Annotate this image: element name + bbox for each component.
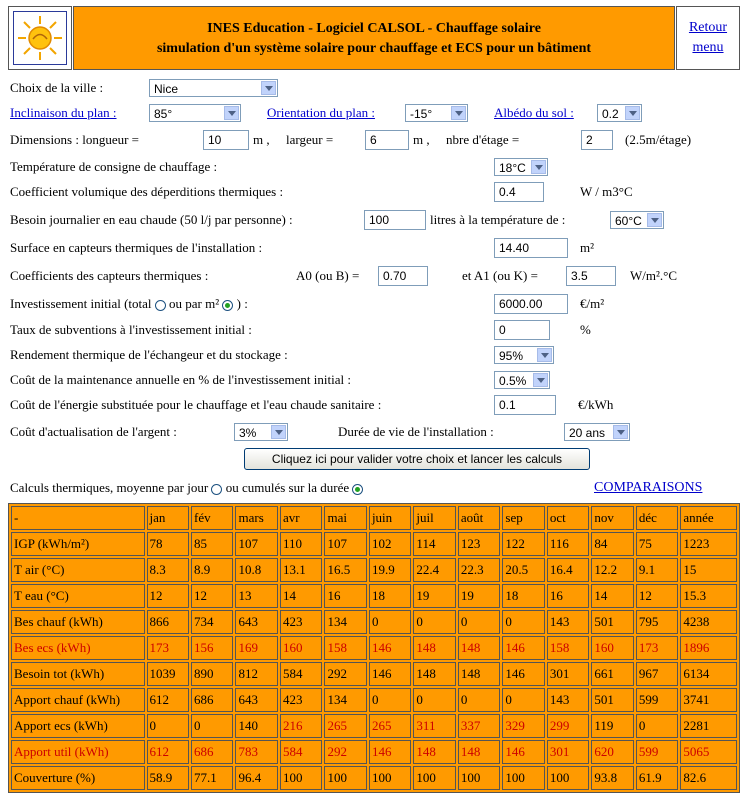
table-header-cell: août [458,506,500,530]
chevron-down-icon [261,81,276,95]
table-cell: 160 [280,636,322,660]
chevron-down-icon [647,213,662,227]
table-header-cell: nov [591,506,633,530]
table-cell: 16.4 [547,558,589,582]
table-cell: 123 [458,532,500,556]
consigne-select[interactable] [494,158,548,176]
table-cell: 100 [502,766,544,790]
table-cell: 96.4 [235,766,277,790]
energie-input[interactable]: 0.1 [494,395,556,415]
albedo-value: 0.2 [602,107,619,121]
table-cell: 967 [636,662,678,686]
table-header-cell: avr [280,506,322,530]
calc-moyenne-radio[interactable] [211,484,222,495]
maint-label: Coût de la maintenance annuelle en % de l'investissement initial : [10,372,351,387]
surface-input[interactable]: 14.40 [494,238,568,258]
table-cell: 114 [413,532,455,556]
table-row [11,610,737,634]
actu-label: Coût d'actualisation de l'argent : [10,424,177,439]
table-row [11,766,737,790]
table-cell: 84 [591,532,633,556]
table-cell: 15.3 [680,584,737,608]
title-line-2: simulation d'un système solaire pour chauffage et ECS pour un bâtiment [156,41,592,56]
inclinaison-link[interactable]: Inclinaison du plan : [10,105,117,120]
table-cell: 643 [235,610,277,634]
etage-unit: (2.5m/étage) [625,132,692,147]
table-cell: 148 [413,740,455,764]
table-cell: 10.8 [235,558,277,582]
table-cell: 146 [369,636,411,660]
duree-value: 20 ans [569,426,606,440]
table-row-label: Apport ecs (kWh) [11,714,145,738]
subv-input[interactable]: 0 [494,320,550,340]
invest-m2-radio[interactable] [222,300,233,311]
table-cell: 783 [235,740,277,764]
a1-label: et A1 (ou K) = [462,268,538,283]
etage-label: nbre d'étage = [446,132,520,147]
retour-menu-box [676,6,740,70]
table-cell: 122 [502,532,544,556]
inclinaison-value: 85° [154,107,173,121]
calc-moyenne-label: Calculs thermiques, moyenne par jour [10,480,209,495]
chevron-down-icon [224,106,239,120]
table-cell: 13.1 [280,558,322,582]
etage-input[interactable]: 2 [581,130,613,150]
table-header-cell: jan [147,506,189,530]
energie-unit: €/kWh [578,397,614,412]
results-table [8,503,740,793]
table-cell: 311 [413,714,455,738]
table-cell: 0 [458,688,500,712]
longueur-unit: m , [253,132,270,147]
coef-vol-unit: W / m3°C [580,184,633,199]
table-header-cell: mars [235,506,277,530]
table-header-cell: juil [413,506,455,530]
table-cell: 686 [191,688,233,712]
table-cell: 85 [191,532,233,556]
table-row [11,662,737,686]
table-cell: 14 [591,584,633,608]
table-row-label: T air (°C) [11,558,145,582]
table-cell: 15 [680,558,737,582]
orientation-link[interactable]: Orientation du plan : [267,105,375,120]
table-cell: 265 [324,714,366,738]
table-cell: 100 [547,766,589,790]
largeur-label: largeur = [286,132,334,147]
table-cell: 301 [547,662,589,686]
table-cell: 501 [591,688,633,712]
table-row-label: Bes chauf (kWh) [11,610,145,634]
table-cell: 2281 [680,714,737,738]
table-cell: 16.5 [324,558,366,582]
table-cell: 612 [147,688,189,712]
table-cell: 0 [369,610,411,634]
ville-label: Choix de la ville : [10,80,104,95]
table-cell: 19 [413,584,455,608]
rendement-select[interactable] [494,346,554,364]
table-row [11,532,737,556]
table-cell: 599 [636,740,678,764]
table-cell: 93.8 [591,766,633,790]
table-cell: 299 [547,714,589,738]
table-cell: 148 [458,636,500,660]
table-cell: 75 [636,532,678,556]
table-cell: 12 [636,584,678,608]
table-cell: 812 [235,662,277,686]
table-header-cell: année [680,506,737,530]
table-cell: 14 [280,584,322,608]
table-cell: 643 [235,688,277,712]
table-header-cell: fév [191,506,233,530]
table-cell: 584 [280,740,322,764]
table-cell: 148 [413,636,455,660]
chevron-down-icon [537,348,552,362]
table-cell: 0 [369,688,411,712]
chevron-down-icon [625,106,640,120]
table-cell: 12 [147,584,189,608]
consigne-label: Température de consigne de chauffage : [10,159,218,174]
dimensions-label: Dimensions : longueur = [10,132,140,147]
header [8,6,740,70]
table-cell: 0 [191,714,233,738]
table-cell: 100 [324,766,366,790]
a1-unit: W/m².°C [630,268,678,283]
table-cell: 140 [235,714,277,738]
table-cell: 329 [502,714,544,738]
table-cell: 110 [280,532,322,556]
table-cell: 661 [591,662,633,686]
a0-label: A0 (ou B) = [296,268,360,283]
table-cell: 301 [547,740,589,764]
table-cell: 795 [636,610,678,634]
comparaisons-link[interactable]: COMPARAISONS [594,480,703,495]
invest-label-end: ) : [236,296,248,311]
maint-value: 0.5% [499,374,527,388]
table-cell: 16 [324,584,366,608]
invest-total-radio[interactable] [155,300,166,311]
table-header-cell: oct [547,506,589,530]
table-cell: 292 [324,662,366,686]
chevron-down-icon [533,373,548,387]
table-cell: 160 [591,636,633,660]
table-header-row [11,506,737,530]
table-row-label: IGP (kWh/m²) [11,532,145,556]
chevron-down-icon [271,425,286,439]
table-cell: 1223 [680,532,737,556]
table-cell: 116 [547,532,589,556]
longueur-input[interactable]: 10 [203,130,249,150]
title-line-1: INES Education - Logiciel CALSOL - Chauffage solaire [207,21,541,36]
invest-label-total: Investissement initial (total [10,296,152,311]
table-cell: 58.9 [147,766,189,790]
table-cell: 143 [547,688,589,712]
chevron-down-icon [613,425,628,439]
table-row [11,688,737,712]
table-row-label: Bes ecs (kWh) [11,636,145,660]
table-row [11,740,737,764]
table-cell: 78 [147,532,189,556]
coef-vol-label: Coefficient volumique des déperditions thermiques : [10,184,284,199]
table-cell: 173 [147,636,189,660]
table-row [11,636,737,660]
table-cell: 19.9 [369,558,411,582]
table-cell: 77.1 [191,766,233,790]
table-row-label: Apport chauf (kWh) [11,688,145,712]
besoin-temp-value: 60°C [615,214,642,228]
ville-select[interactable] [149,79,278,97]
sun-logo-icon [13,11,67,65]
table-cell: 146 [502,740,544,764]
table-cell: 134 [324,688,366,712]
logo [8,6,72,70]
table-row-label: Couverture (%) [11,766,145,790]
table-cell: 134 [324,610,366,634]
table-cell: 158 [324,636,366,660]
table-cell: 100 [280,766,322,790]
table-cell: 146 [502,662,544,686]
table-cell: 119 [591,714,633,738]
table-cell: 292 [324,740,366,764]
table-cell: 0 [502,688,544,712]
table-cell: 1039 [147,662,189,686]
invest-unit: €/m² [580,296,605,311]
table-header-cell: juin [369,506,411,530]
table-cell: 61.9 [636,766,678,790]
a1-input[interactable]: 3.5 [566,266,616,286]
table-cell: 22.3 [458,558,500,582]
table-cell: 265 [369,714,411,738]
besoin-input[interactable]: 100 [364,210,426,230]
table-cell: 337 [458,714,500,738]
subv-label: Taux de subventions à l'investissement initial : [10,322,252,337]
table-cell: 100 [458,766,500,790]
table-row-label: Besoin tot (kWh) [11,662,145,686]
ville-value: Nice [154,82,179,96]
besoin-unit: litres à la température de : [430,212,566,227]
table-row [11,558,737,582]
table-cell: 156 [191,636,233,660]
albedo-link[interactable]: Albédo du sol : [494,105,574,120]
actu-select[interactable] [234,423,288,441]
table-cell: 0 [458,610,500,634]
table-cell: 148 [458,662,500,686]
table-cell: 9.1 [636,558,678,582]
table-cell: 148 [458,740,500,764]
table-cell: 620 [591,740,633,764]
table-cell: 82.6 [680,766,737,790]
table-cell: 20.5 [502,558,544,582]
rendement-value: 95% [499,349,524,363]
table-header-cell: déc [636,506,678,530]
menu-text: menu [692,40,724,55]
chevron-down-icon [531,160,546,174]
coef-vol-input[interactable]: 0.4 [494,182,544,202]
table-cell: 866 [147,610,189,634]
calc-cumul-radio[interactable] [352,484,363,495]
table-cell: 423 [280,610,322,634]
table-cell: 599 [636,688,678,712]
actu-value: 3% [239,426,257,440]
invest-label [10,293,248,315]
table-cell: 4238 [680,610,737,634]
table-cell: 6134 [680,662,737,686]
table-cell: 100 [413,766,455,790]
table-cell: 12.2 [591,558,633,582]
inclinaison-select[interactable] [149,104,241,122]
surface-label: Surface en capteurs thermiques de l'installation : [10,240,263,255]
table-cell: 169 [235,636,277,660]
table-header-cell: sep [502,506,544,530]
besoin-label: Besoin journalier en eau chaude (50 l/j par personne) : [10,212,293,227]
table-row [11,714,737,738]
table-cell: 612 [147,740,189,764]
besoin-temp-select[interactable] [610,211,664,229]
calc-mode-row [10,477,363,499]
consigne-value: 18°C [499,161,526,175]
table-cell: 8.3 [147,558,189,582]
table-cell: 158 [547,636,589,660]
maint-select[interactable] [494,371,550,389]
table-cell: 0 [147,714,189,738]
page-title [73,6,675,70]
table-cell: 22.4 [413,558,455,582]
submit-button[interactable]: Cliquez ici pour valider votre choix et lancer les calculs [244,448,590,470]
retour-text: Retour [688,20,728,35]
energie-label: Coût de l'énergie substituée pour le chauffage et l'eau chaude sanitaire : [10,397,382,412]
table-cell: 584 [280,662,322,686]
table-cell: 8.9 [191,558,233,582]
chevron-down-icon [451,106,466,120]
table-cell: 501 [591,610,633,634]
table-cell: 5065 [680,740,737,764]
surface-unit: m² [580,240,595,255]
table-cell: 0 [413,688,455,712]
table-cell: 146 [369,662,411,686]
table-cell: 216 [280,714,322,738]
table-cell: 12 [191,584,233,608]
table-cell: 146 [502,636,544,660]
invest-input[interactable]: 6000.00 [494,294,568,314]
table-cell: 16 [547,584,589,608]
orientation-select[interactable] [405,104,468,122]
table-cell: 107 [324,532,366,556]
table-cell: 173 [636,636,678,660]
table-row-label: Apport util (kWh) [11,740,145,764]
largeur-input[interactable]: 6 [365,130,409,150]
calc-cumul-label: ou cumulés sur la durée [225,480,350,495]
table-cell: 686 [191,740,233,764]
table-cell: 19 [458,584,500,608]
table-cell: 3741 [680,688,737,712]
duree-label: Durée de vie de l'installation : [338,424,494,439]
duree-select[interactable] [564,423,630,441]
table-cell: 100 [369,766,411,790]
table-cell: 0 [502,610,544,634]
albedo-select[interactable] [597,104,642,122]
table-header-cell: mai [324,506,366,530]
table-cell: 734 [191,610,233,634]
table-row-label: T eau (°C) [11,584,145,608]
orientation-value: -15° [410,107,433,121]
table-cell: 18 [502,584,544,608]
retour-menu-link[interactable] [677,18,739,58]
table-cell: 890 [191,662,233,686]
invest-label-m2: ou par m² [169,296,220,311]
a0-input[interactable]: 0.70 [378,266,428,286]
table-cell: 146 [369,740,411,764]
subv-unit: % [580,322,591,337]
table-header-cell: - [11,506,145,530]
table-cell: 18 [369,584,411,608]
table-cell: 0 [636,714,678,738]
table-cell: 1896 [680,636,737,660]
coefs-label: Coefficients des capteurs thermiques : [10,268,209,283]
largeur-unit: m , [413,132,430,147]
table-cell: 143 [547,610,589,634]
table-cell: 13 [235,584,277,608]
table-cell: 423 [280,688,322,712]
table-row [11,584,737,608]
table-cell: 102 [369,532,411,556]
table-cell: 0 [413,610,455,634]
table-cell: 107 [235,532,277,556]
table-cell: 148 [413,662,455,686]
rendement-label: Rendement thermique de l'échangeur et du stockage : [10,347,288,362]
